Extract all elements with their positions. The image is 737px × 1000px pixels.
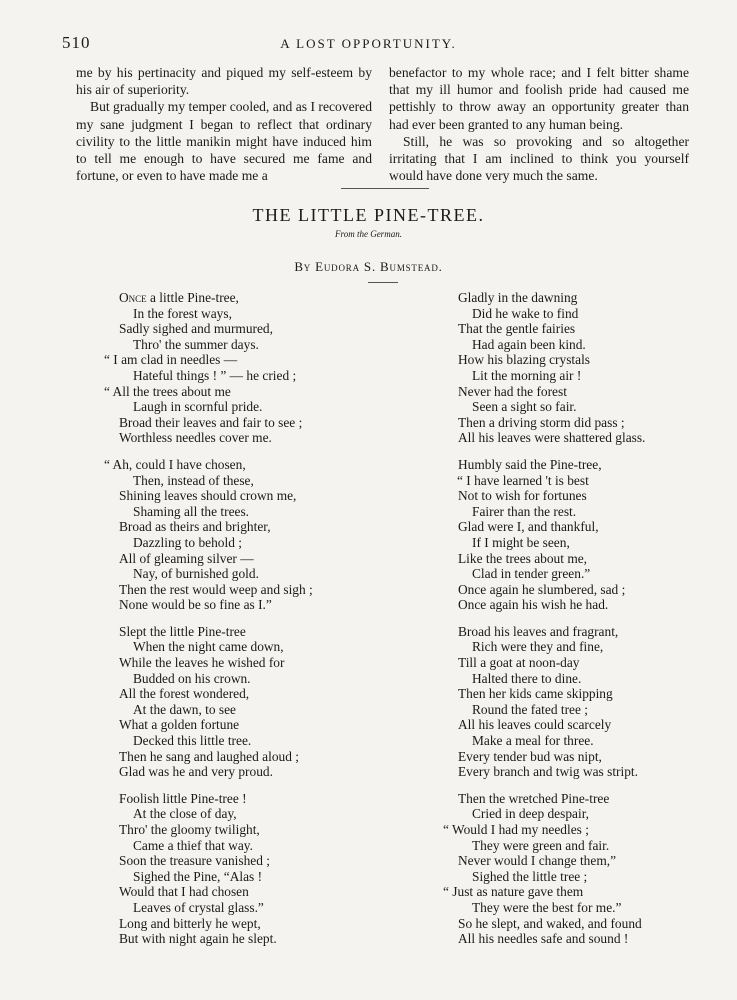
poem-line: What a golden fortune <box>119 717 240 733</box>
poem-line: Had again been kind. <box>472 336 586 352</box>
poem-line: How his blazing crystals <box>458 352 591 368</box>
poem-line: “ Would I had my needles ; <box>443 822 589 837</box>
poem-line: But with night again he slept. <box>119 931 277 947</box>
poem-line: Broad as theirs and brighter, <box>119 519 271 535</box>
poem-line: Sighed the Pine, “Alas ! <box>133 868 263 884</box>
poem-line: Soon the treasure vanished ; <box>119 853 270 869</box>
poem-line: Never would I change them,” <box>458 853 617 869</box>
poem-line: Clad in tender green.” <box>472 566 591 582</box>
prose-paragraph: me by his pertinacity and piqued my self-esteem by his air of superiority. <box>76 65 372 98</box>
poem-line: Leaves of crystal glass.” <box>133 899 264 915</box>
poem-line: When the night came down, <box>133 639 284 655</box>
poem-line: All of gleaming silver — <box>119 550 254 566</box>
poem-line: Foolish little Pine-tree ! <box>119 790 247 806</box>
poem-line: Budded on his crown. <box>133 670 251 686</box>
poem-line: Hateful things ! ” — he cried ; <box>133 367 297 383</box>
poem-line: Then a driving storm did pass ; <box>458 414 625 430</box>
poem-line: Broad his leaves and fragrant, <box>458 623 619 639</box>
poem-line: Laugh in scornful pride. <box>133 399 263 415</box>
poem-line-rest: a little Pine-tree, <box>146 290 239 305</box>
poem-line: All the forest wondered, <box>119 686 250 702</box>
poem-source: From the German. <box>335 229 402 239</box>
prose-paragraph: benefactor to my whole race; and I felt bitter shame that my ill humor and foolish pride had caused me pettishly to throw away an opportunity greater than had ever been granted to any human being. <box>389 65 689 132</box>
poem-line: Sadly sighed and murmured, <box>119 321 273 337</box>
poem-line: Glad were I, and thankful, <box>458 519 599 535</box>
poem-stanza <box>119 624 313 780</box>
poem-line: All his leaves were shattered glass. <box>458 430 646 446</box>
poem-line: Then he sang and laughed aloud ; <box>119 748 299 764</box>
poem-line: Lit the morning air ! <box>472 367 582 383</box>
poem-line: Came a thief that way. <box>133 837 253 853</box>
poem-line: Round the fated tree ; <box>472 701 589 717</box>
poem-line: Broad their leaves and fair to see ; <box>119 414 303 430</box>
poem-line: “ Just as nature gave them <box>443 884 584 900</box>
poem-line: Seen a sight so fair. <box>472 399 577 415</box>
poem-line: Shining leaves should crown me, <box>119 488 297 504</box>
poem-stanza <box>443 790 645 947</box>
poem-line: Shaming all the trees. <box>133 503 250 519</box>
poem-stanza <box>458 457 645 613</box>
poem-line: Fairer than the rest. <box>472 503 577 519</box>
poem-line: All his leaves could scarcely <box>458 717 612 733</box>
poem-line: Never had the forest <box>458 383 567 399</box>
poem-line: Rich were they and fine, <box>472 639 604 655</box>
poem-line: In the forest ways, <box>133 305 232 321</box>
poem-line: Thro' the gloomy twilight, <box>119 822 260 837</box>
poem-line: If I might be seen, <box>472 534 570 550</box>
poem-line: They were the best for me.” <box>472 899 622 915</box>
poem-line: At the close of day, <box>133 806 237 822</box>
poem-line: Long and bitterly he wept, <box>119 915 261 931</box>
poem-line: Every branch and twig was stript. <box>458 764 638 780</box>
poem-line: All his needles safe and sound ! <box>458 931 629 947</box>
poem-line: Glad was he and very proud. <box>119 764 273 780</box>
poem-line: Till a goat at noon-day <box>458 655 580 671</box>
poem-line: Then the rest would weep and sigh ; <box>119 581 313 597</box>
poem-line: Then her kids came skipping <box>458 686 613 702</box>
poem-stanza <box>104 290 313 446</box>
poem-line: While the leaves he wished for <box>119 655 285 671</box>
poem-line: “ I am clad in needles — <box>104 352 238 368</box>
poem-stanza <box>458 290 645 446</box>
poem-line: None would be so fine as I.” <box>119 597 272 613</box>
poem-line: Thro' the summer days. <box>133 336 259 352</box>
poem-line: “ Ah, could I have chosen, <box>104 456 246 472</box>
poem-line: Once again his wish he had. <box>458 597 609 613</box>
poem-line: Cried in deep despair, <box>472 806 589 822</box>
prose-paragraph: Still, he was so provoking and so altogether irritating that I am inclined to think you yourself would have done very much the same. <box>389 133 689 184</box>
poem-line: Gladly in the dawning <box>458 290 578 305</box>
poem-line: Not to wish for fortunes <box>458 488 587 504</box>
poem-line: Humbly said the Pine-tree, <box>458 456 602 472</box>
prose-column-right <box>389 64 689 184</box>
poem-line: Slept the little Pine-tree <box>119 623 246 639</box>
poem-line: Like the trees about me, <box>458 550 588 566</box>
poem-line: Make a meal for three. <box>472 733 594 749</box>
poem-line <box>119 290 313 306</box>
drop-word: Once <box>119 290 147 305</box>
poem-line: They were green and fair. <box>472 837 610 853</box>
poem-line: Nay, of burnished gold. <box>133 566 259 582</box>
poem-line: So he slept, and waked, and found <box>458 915 642 931</box>
poem-line: Did he wake to find <box>472 305 579 321</box>
poem-line: Every tender bud was nipt, <box>458 748 602 764</box>
running-title: A LOST OPPORTUNITY. <box>280 36 457 51</box>
poem-title: THE LITTLE PINE-TREE. <box>252 205 485 225</box>
poem-line: Then the wretched Pine-tree <box>458 790 610 806</box>
poem-line: That the gentle fairies <box>458 321 576 337</box>
prose-column-left <box>76 64 372 184</box>
poem-stanza <box>119 791 313 947</box>
poem-column-right <box>443 290 646 958</box>
poem-line: Halted there to dine. <box>472 670 582 686</box>
poem-line: Then, instead of these, <box>133 472 254 488</box>
poem-byline: By Eudora S. Bumstead. <box>294 259 443 274</box>
poem-stanza <box>458 624 645 780</box>
poem-line: At the dawn, to see <box>133 701 237 717</box>
poem-line: Sighed the little tree ; <box>472 868 588 884</box>
poem-line: “ I have learned 't is best <box>457 472 589 488</box>
poem-line: Worthless needles cover me. <box>119 430 272 446</box>
poem-line: Decked this little tree. <box>133 733 252 749</box>
poem-line: Dazzling to behold ; <box>133 534 242 550</box>
poem-column-left <box>104 290 313 958</box>
prose-paragraph: But gradually my temper cooled, and as I recovered my sane judgment I began to reflect that ordinary civility to the little manikin might have induced him to tell me enough to have secured me fame and fortune, or even to have made me a <box>76 99 372 184</box>
poem-line: Would that I had chosen <box>119 884 249 900</box>
section-divider <box>341 188 429 189</box>
poem-line: “ All the trees about me <box>104 383 231 399</box>
poem-line: Once again he slumbered, sad ; <box>458 581 626 597</box>
poem-stanza <box>104 456 313 613</box>
byline-rule <box>368 282 398 283</box>
page-number: 510 <box>62 33 91 52</box>
